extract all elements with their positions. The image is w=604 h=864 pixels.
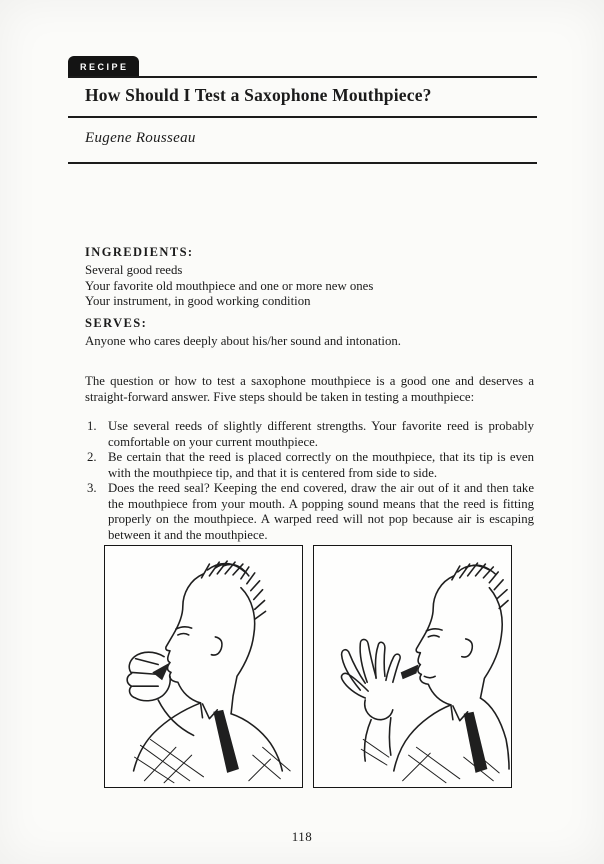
- step-text: Be certain that the reed is placed correctly on the mouthpiece, that its tip is even with the mouthpiece tip, and that it is centered from side to side.: [108, 450, 534, 480]
- ingredient-item: Your favorite old mouthpiece and one or more new ones: [85, 278, 374, 293]
- page-number: 118: [291, 829, 313, 844]
- serves-text: Anyone who cares deeply about his/her sound and intonation.: [85, 334, 401, 348]
- ingredient-item: Several good reeds: [85, 263, 183, 277]
- man-testing-reed-pop-with-open-hand-illustration: [314, 546, 511, 787]
- step-number: 2.: [87, 450, 97, 464]
- divider-under-author: [68, 162, 537, 164]
- divider-under-title: [68, 116, 537, 118]
- ingredient-item: Your instrument, in good working condition: [85, 294, 311, 308]
- serves-heading: SERVES:: [85, 316, 148, 330]
- intro-paragraph: The question or how to test a saxophone mouthpiece is a good one and deserves a straight-forward answer. Five steps should be taken in testing a mouthpiece:: [85, 374, 534, 404]
- author-name: Eugene Rousseau: [85, 130, 196, 146]
- step-number: 3.: [87, 481, 97, 495]
- step-item: [85, 481, 534, 543]
- man-drawing-air-out-of-mouthpiece-illustration: [105, 546, 302, 787]
- step-number: 1.: [87, 419, 97, 433]
- step-text: Use several reeds of slightly different strengths. Your favorite reed is probably comfortable on your current mouthpiece.: [108, 419, 534, 449]
- step-item: [85, 419, 534, 450]
- recipe-tab-label: RECIPE: [80, 62, 129, 72]
- ingredients-section: [85, 245, 537, 310]
- steps-list: [85, 419, 534, 543]
- step-text: Does the reed seal? Keeping the end covered, draw the air out of it and then take the mouthpiece from your mouth. A popping sound means that the reed is fitting properly on the mouthpiece. A warped reed will not pop because air is escaping between it and the mouthpiece.: [108, 481, 534, 542]
- illustration-row: [104, 545, 512, 788]
- page-title: How Should I Test a Saxophone Mouthpiece?: [85, 85, 432, 105]
- recipe-tab-badge: [68, 56, 139, 77]
- figure-pop-test: [313, 545, 512, 788]
- serves-section: [85, 316, 537, 350]
- ingredients-heading: INGREDIENTS:: [85, 245, 194, 259]
- figure-suction-test: [104, 545, 303, 788]
- divider-top: [68, 76, 537, 78]
- step-item: [85, 450, 534, 481]
